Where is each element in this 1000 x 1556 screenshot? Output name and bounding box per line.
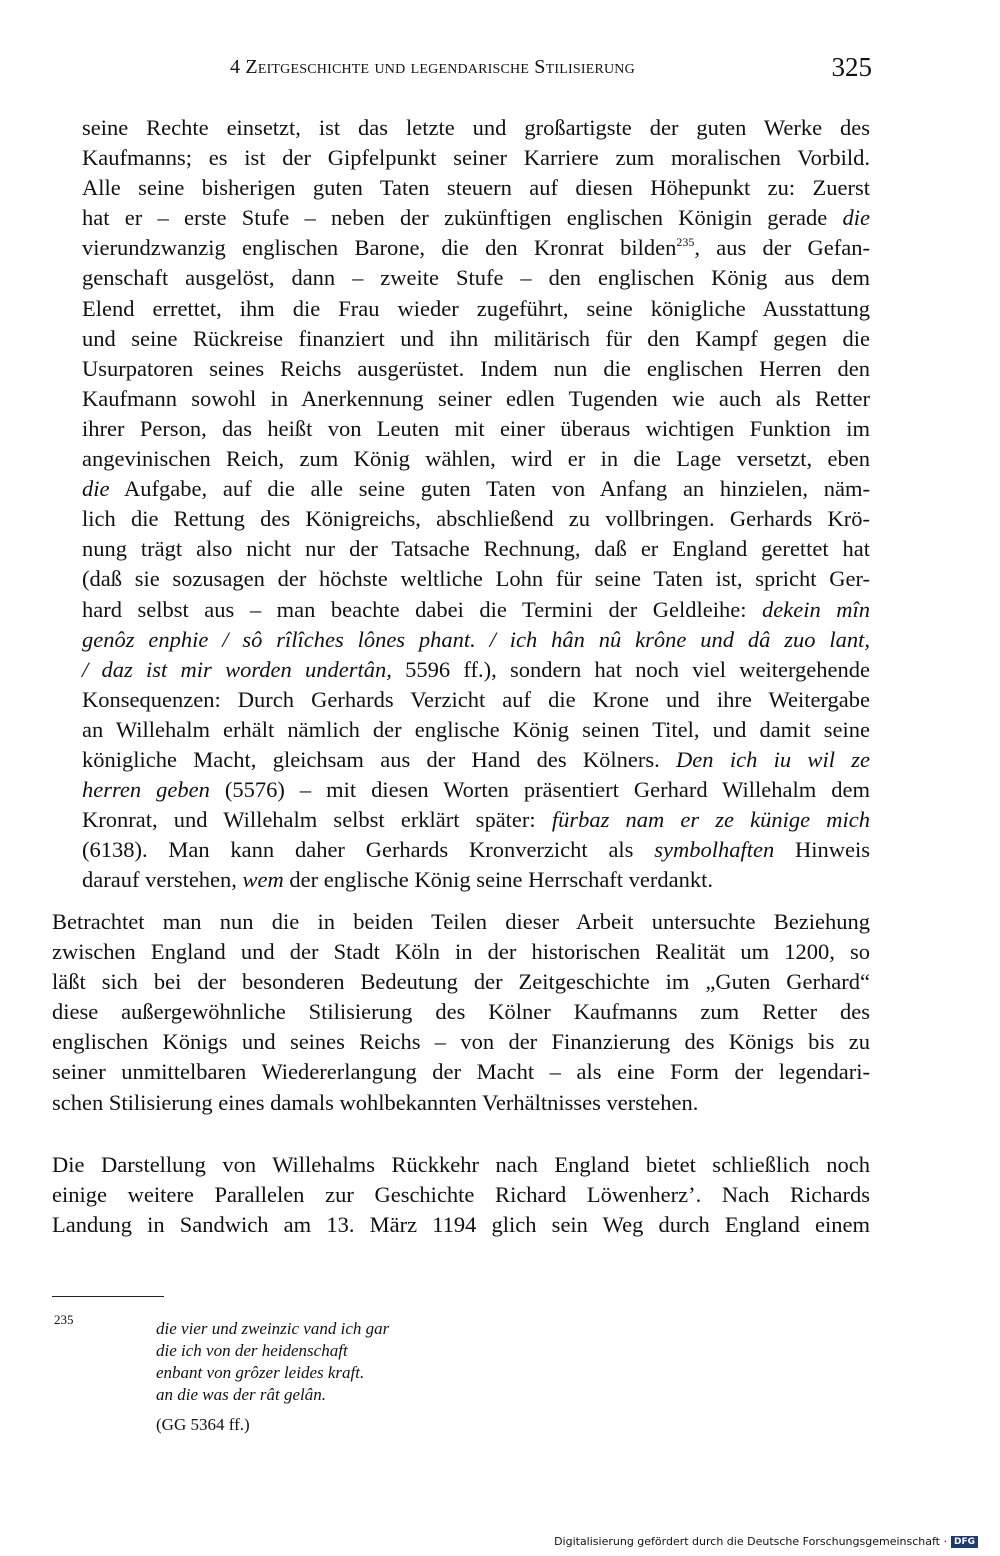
text-span: hat er – erste Stufe – neben der zukünftigen englischen Königin gerade xyxy=(82,205,843,231)
text-line: Konsequenzen: Durch Gerhards Verzicht auf die Krone und ihre Weitergabe xyxy=(82,686,870,712)
text-line xyxy=(82,745,870,775)
verse-line: die ich von der heidenschaft xyxy=(156,1341,348,1360)
footnote-marker[interactable]: 235 xyxy=(676,235,695,250)
verse-line: die vier und zweinzic vand ich gar xyxy=(156,1319,390,1338)
text-line: einige weitere Parallelen zur Geschichte Richard Löwenherz’. Nach Richards xyxy=(52,1182,870,1208)
italic-text: dekein mîn xyxy=(762,596,870,622)
italic-text: die xyxy=(842,205,870,231)
italic-text: genôz enphie / sô rîlîches lônes phant. / ich hân nû krône und dâ zuo lant, xyxy=(82,626,870,652)
text-span: Hinweis xyxy=(774,837,870,863)
italic-text: / daz ist mir worden undertân, xyxy=(82,656,392,682)
text-line: ihrer Person, das heißt von Leuten mit einer überaus wichtigen Funktion im xyxy=(82,415,870,441)
text-line: Betrachtet man nun die in beiden Teilen dieser Arbeit untersuchte Beziehung xyxy=(52,909,870,934)
text-span: Kronrat, und Willehalm selbst erklärt später: xyxy=(82,807,552,833)
footnote-number: 235 xyxy=(54,1312,74,1327)
text-line: Elend errettet, ihm die Frau wieder zugeführt, seine königliche Ausstattung xyxy=(82,295,870,321)
text-line: seiner unmittelbaren Wiedererlangung der Macht – als eine Form der legendari- xyxy=(52,1059,870,1085)
text-line: angevinischen Reich, zum König wählen, wird er in die Lage versetzt, eben xyxy=(82,446,870,472)
footnote-verse xyxy=(156,1318,389,1406)
text-span: (6138). Man kann daher Gerhards Kronverzicht als xyxy=(82,837,655,863)
verse-line: an die was der rât gelân. xyxy=(156,1385,326,1404)
text-line: seine Rechte einsetzt, ist das letzte und großartigste der guten Werke des xyxy=(82,115,870,140)
text-line: englischen Königs und seines Reichs – von der Finanzierung des Königs bis zu xyxy=(52,1029,870,1055)
text-line: nung trägt also nicht nur der Tatsache Rechnung, daß er England gerettet hat xyxy=(82,536,870,562)
text-line: Alle seine bisherigen guten Taten steuern auf diesen Höhepunkt zu: Zuerst xyxy=(82,175,870,201)
text-span: Aufgabe, auf die alle seine guten Taten von Anfang an hinzielen, näm- xyxy=(109,476,870,502)
text-line xyxy=(82,775,870,805)
text-line xyxy=(82,474,870,504)
italic-text: wem xyxy=(242,867,284,893)
page-number: 325 xyxy=(831,52,872,82)
text-span: der englische König seine Herrschaft verdankt. xyxy=(283,867,714,893)
paragraph-1 xyxy=(82,113,870,895)
verse-line: enbant von grôzer leides kraft. xyxy=(156,1363,365,1382)
text-span: (5576) – mit diesen Worten präsentiert Gerhard Willehalm dem xyxy=(209,777,870,803)
footnote-divider xyxy=(52,1296,164,1297)
italic-text: die xyxy=(82,476,110,502)
text-line: Kaufmann sowohl in Anerkennung seiner edlen Tugenden wie auch als Retter xyxy=(82,385,870,411)
italic-text: Den ich iu wil ze xyxy=(676,746,870,772)
text-line: Usurpatoren seines Reichs ausgerüstet. Indem nun die englischen Herren den xyxy=(82,355,870,381)
text-span: hard selbst aus – man beachte dabei die Termini der Geldleihe: xyxy=(82,596,762,622)
text-line: läßt sich bei der besonderen Bedeutung der Zeitgeschichte im „Guten Gerhard“ xyxy=(52,969,870,995)
digitization-credit xyxy=(554,1535,978,1548)
text-span: 5596 ff.), sondern hat noch viel weitergehende xyxy=(391,656,870,682)
dfg-logo-icon: DFG xyxy=(951,1536,978,1548)
text-line xyxy=(82,835,870,865)
text-line: (daß sie sozusagen der höchste weltliche Lohn für seine Taten ist, spricht Ger- xyxy=(82,566,870,592)
text-line: und seine Rückreise finanziert und ihn militärisch für den Kampf gegen die xyxy=(82,325,870,351)
text-line: diese außergewöhnliche Stilisierung des Kölner Kaufmanns zum Retter des xyxy=(52,999,870,1025)
text-line: genschaft ausgelöst, dann – zweite Stufe – den englischen König aus dem xyxy=(82,265,870,291)
italic-text: herren geben xyxy=(82,777,210,803)
text-line xyxy=(82,865,870,895)
text-line xyxy=(82,655,870,685)
paragraph-3 xyxy=(52,1150,870,1240)
text-line xyxy=(82,203,870,233)
paragraph-2 xyxy=(52,907,870,1118)
text-line xyxy=(82,233,870,263)
running-title: 4 Zeitgeschichte und legendarische Stilisierung xyxy=(230,56,635,78)
text-line: zwischen England und der Stadt Köln in der historischen Realität um 1200, so xyxy=(52,939,870,965)
text-line: schen Stilisierung eines damals wohlbekannten Verhältnisses verstehen. xyxy=(52,1089,699,1115)
text-line: Landung in Sandwich am 13. März 1194 glich sein Weg durch England einem xyxy=(52,1212,870,1238)
text-line xyxy=(82,805,870,835)
italic-text: fürbaz nam er ze künige mich xyxy=(551,807,870,833)
running-header xyxy=(82,52,872,86)
text-span: darauf verstehen, xyxy=(82,867,243,893)
text-line xyxy=(82,595,870,625)
text-line: lich die Rettung des Königreichs, abschließend zu vollbringen. Gerhards Krö- xyxy=(82,506,870,532)
text-line xyxy=(82,625,870,655)
text-span: königliche Macht, gleichsam aus der Hand des Kölners. xyxy=(82,746,677,772)
credit-text: Digitalisierung gefördert durch die Deutsche Forschungsgemeinschaft · xyxy=(554,1535,947,1548)
italic-text: symbolhaften xyxy=(654,837,775,863)
footnote-reference: (GG 5364 ff.) xyxy=(156,1415,250,1434)
text-span: , aus der Gefan- xyxy=(694,235,870,261)
text-line: Kaufmanns; es ist der Gipfelpunkt seiner Karriere zum moralischen Vorbild. xyxy=(82,145,870,171)
text-span: vierundzwanzig englischen Barone, die den Kronrat bilden xyxy=(82,235,677,261)
text-line: an Willehalm erhält nämlich der englische König seinen Titel, und damit seine xyxy=(82,716,870,742)
text-line: Die Darstellung von Willehalms Rückkehr nach England bietet schließlich noch xyxy=(52,1152,870,1177)
